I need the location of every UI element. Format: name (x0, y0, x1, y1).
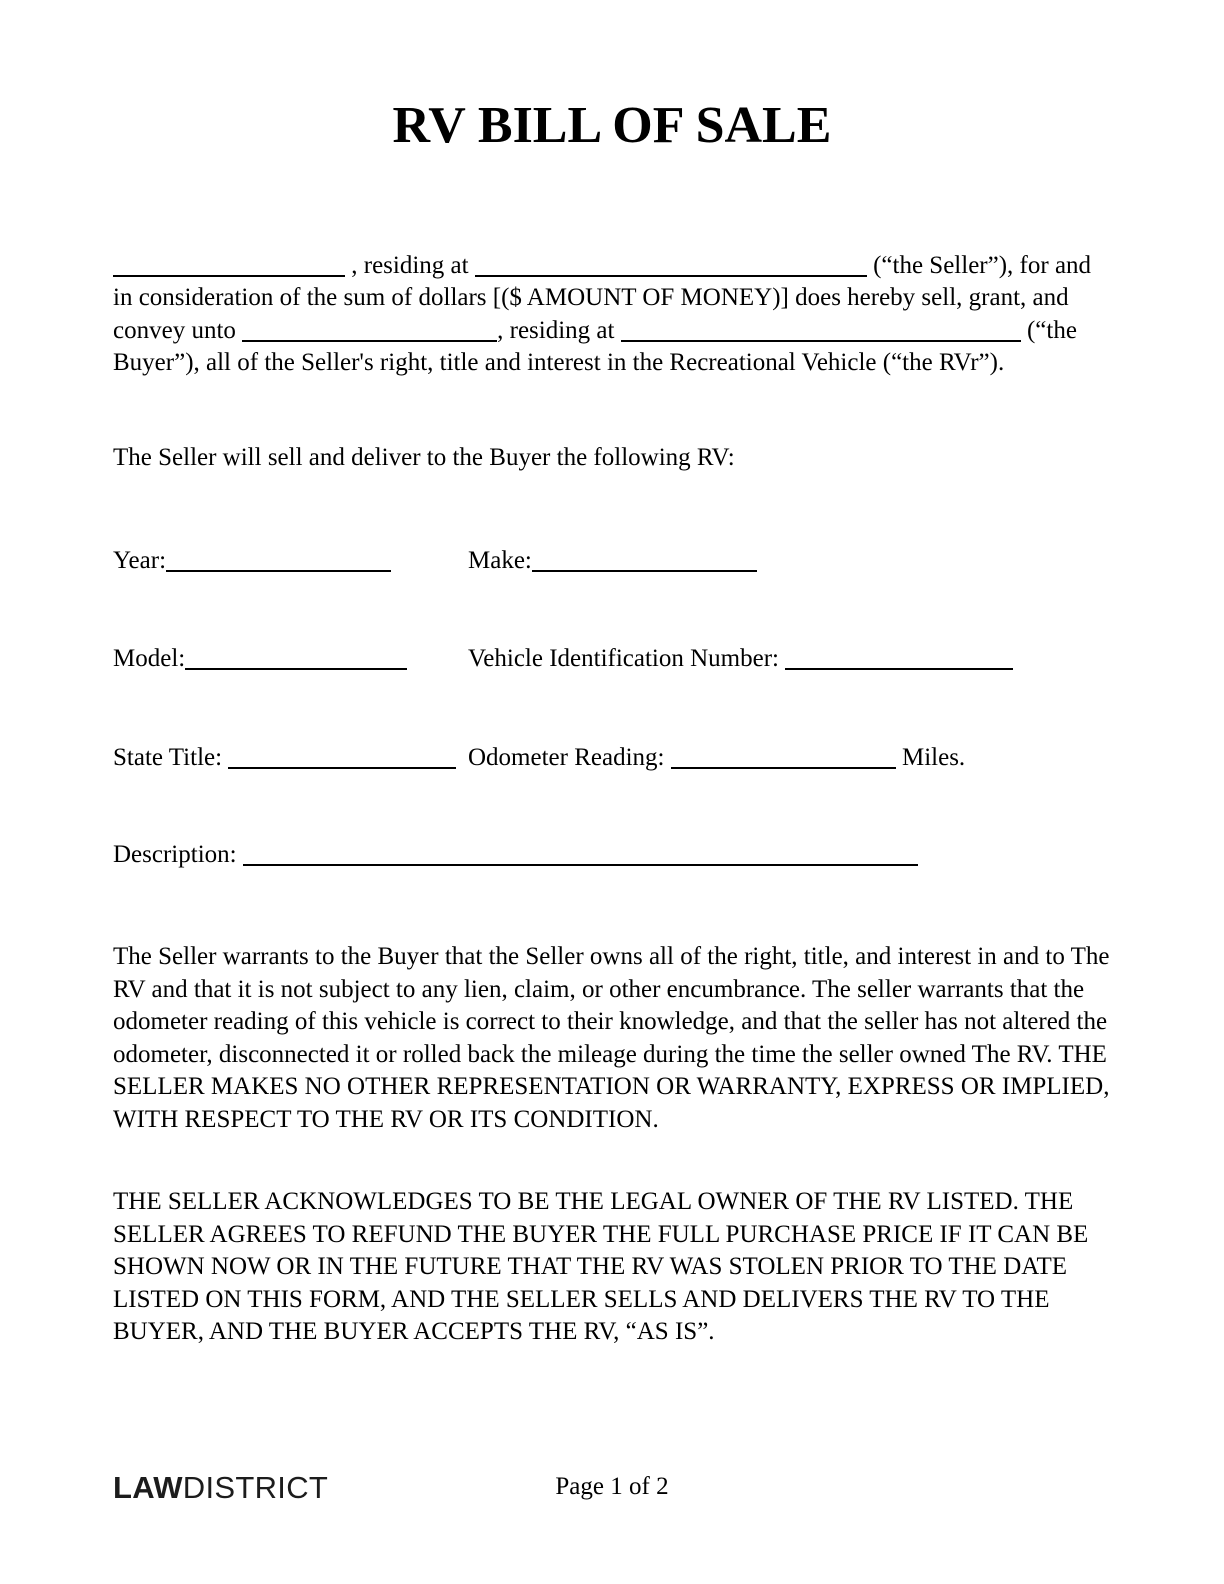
vin-field (468, 642, 1013, 675)
state-title-field (113, 741, 468, 774)
state-title-blank (228, 745, 456, 769)
make-field (468, 544, 757, 577)
model-field (113, 642, 468, 675)
year-label: Year: (113, 547, 167, 575)
intro-text-4: (“the Buyer”), all of the Seller's right, title and interest in the Recreational Vehicle (“the RVr”). (113, 316, 1077, 377)
odometer-blank (671, 745, 896, 769)
statetitle-odometer-row (113, 741, 1111, 774)
description-label: Description: (113, 841, 243, 869)
year-blank (166, 548, 391, 572)
make-label: Make: (468, 547, 532, 575)
description-row (113, 838, 1111, 871)
warranty-paragraph: The Seller warrants to the Buyer that the Seller owns all of the right, title, and interest in and to The RV and that it is not subject to any lien, claim, or other encumbrance. The seller warrants that the odometer reading of this vehicle is correct to their knowledge, and that the seller has not altered the odometer, disconnected it or rolled back the mileage during the time the seller owned The RV. THE SELLER MAKES NO OTHER REPRESENTATION OR WARRANTY, EXPRESS OR IMPLIED, WITH RESPECT TO THE RV OR ITS CONDITION. (113, 943, 1110, 1133)
odometer-label: Odometer Reading: (468, 744, 671, 772)
model-vin-row (113, 642, 1111, 675)
deliver-statement: The Seller will sell and deliver to the Buyer the following RV: (113, 443, 735, 471)
buyer-name-blank (242, 318, 497, 342)
document-title: RV BILL OF SALE (392, 97, 832, 154)
acknowledgement-paragraph: THE SELLER ACKNOWLEDGES TO BE THE LEGAL OWNER OF THE RV LISTED. THE SELLER AGREES TO REFUND THE BUYER THE FULL PURCHASE PRICE IF IT CAN BE SHOWN NOW OR IN THE FUTURE THAT THE RV WAS STOLEN PRIOR TO THE DATE LISTED ON THIS FORM, AND THE SELLER SELLS AND DELIVERS THE RV TO THE BUYER, AND THE BUYER ACCEPTS THE RV, “AS IS”. (113, 1188, 1089, 1346)
buyer-address-blank (621, 318, 1021, 342)
year-make-row (113, 544, 1111, 577)
odometer-suffix: Miles. (895, 744, 966, 772)
seller-address-blank (475, 253, 867, 277)
description-blank (243, 842, 918, 866)
page-footer (113, 1470, 1111, 1514)
seller-name-blank (113, 253, 345, 277)
logo-law: LAW (113, 1470, 183, 1505)
model-label: Model: (113, 645, 186, 673)
odometer-field (468, 741, 965, 774)
intro-paragraph (113, 250, 1111, 380)
page-indicator: Page 1 of 2 (555, 1473, 669, 1500)
intro-text-1: , residing at (345, 251, 475, 279)
intro-text-3: , residing at (497, 316, 621, 344)
model-blank (185, 646, 407, 670)
logo-district: DISTRICT (182, 1470, 329, 1505)
state-title-label: State Title: (113, 744, 229, 772)
vin-label: Vehicle Identification Number: (468, 645, 786, 673)
vin-blank (785, 646, 1013, 670)
year-field (113, 544, 468, 577)
description-field (113, 838, 918, 871)
make-blank (532, 548, 757, 572)
intro-text-2: (“the Seller”), for and in consideration of the sum of dollars [($ AMOUNT OF MONEY)] does hereby sell, grant, and convey unto (113, 251, 1092, 344)
